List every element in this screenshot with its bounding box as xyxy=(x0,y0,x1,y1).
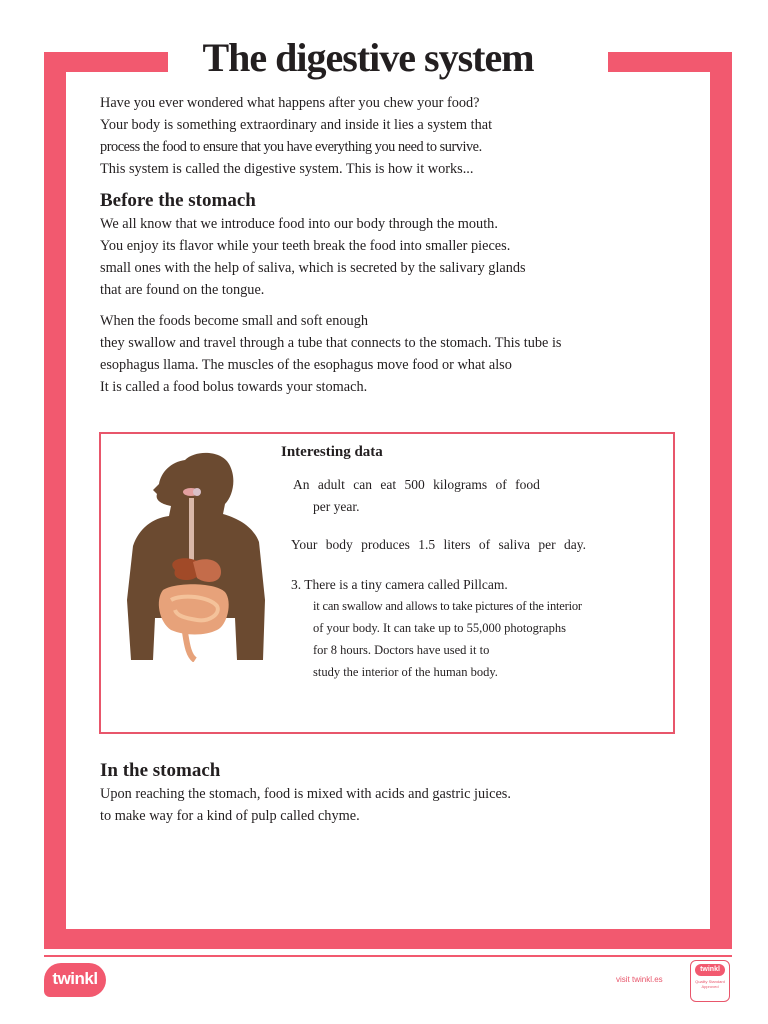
section-in-stomach xyxy=(100,759,620,827)
paragraph-line: It is called a food bolus towards your stomach. xyxy=(100,379,368,395)
section-before-stomach xyxy=(100,189,620,398)
fact-text: Your body produces 1.5 liters of saliva per day. xyxy=(291,537,586,552)
paragraph-line: We all know that we introduce food into our body through the mouth. xyxy=(100,216,498,232)
paragraph-line: esophagus llama. The muscles of the esophagus move food or what also xyxy=(100,357,512,373)
footer-divider xyxy=(44,955,732,957)
intro-line: process the food to ensure that you have everything you need to survive. xyxy=(100,139,482,155)
page-title: The digestive system xyxy=(202,35,534,80)
badge-text: Quality Standard Approved xyxy=(695,979,725,989)
digestive-system-illustration xyxy=(125,450,265,662)
twinkl-logo[interactable]: twinkl xyxy=(44,963,106,997)
paragraph-line: small ones with the help of saliva, which is secreted by the salivary glands xyxy=(100,260,526,276)
section-paragraph xyxy=(100,310,620,398)
fact-text: 3. There is a tiny camera called Pillcam. xyxy=(291,577,508,592)
intro-line: This system is called the digestive system. This is how it works... xyxy=(100,161,474,177)
paragraph-line: to make way for a kind of pulp called chyme. xyxy=(100,808,360,824)
intro-line: Have you ever wondered what happens after you chew your food? xyxy=(100,95,480,111)
footer-link[interactable]: visit twinkl.es xyxy=(616,975,663,984)
fact-text: of your body. It can take up to 55,000 photographs xyxy=(313,621,566,635)
paragraph-line: that are found on the tongue. xyxy=(100,282,265,298)
fact-text: An adult can eat 500 kilograms of food xyxy=(293,477,540,492)
section-heading: Before the stomach xyxy=(100,190,256,211)
fact-text: it can swallow and allows to take pictures of the interior xyxy=(313,599,582,613)
section-heading: In the stomach xyxy=(100,760,221,781)
data-heading: Interesting data xyxy=(281,444,383,460)
paragraph-line: When the foods become small and soft enough xyxy=(100,313,368,329)
paragraph-line: they swallow and travel through a tube that connects to the stomach. This tube is xyxy=(100,335,562,351)
section-paragraph xyxy=(100,213,620,301)
interesting-data-box xyxy=(99,432,675,734)
fact-text: for 8 hours. Doctors have used it to xyxy=(313,643,490,657)
quality-badge xyxy=(690,960,730,1002)
paragraph-line: Upon reaching the stomach, food is mixed with acids and gastric juices. xyxy=(100,786,511,802)
paragraph-line: You enjoy its flavor while your teeth break the food into smaller pieces. xyxy=(100,238,511,254)
fact-text: study the interior of the human body. xyxy=(313,665,498,679)
intro-line: Your body is something extraordinary and inside it lies a system that xyxy=(100,117,493,133)
section-paragraph xyxy=(100,783,620,827)
intro-paragraph xyxy=(100,92,620,180)
fact-text: per year. xyxy=(313,499,360,514)
badge-logo: twinkl xyxy=(695,964,725,976)
